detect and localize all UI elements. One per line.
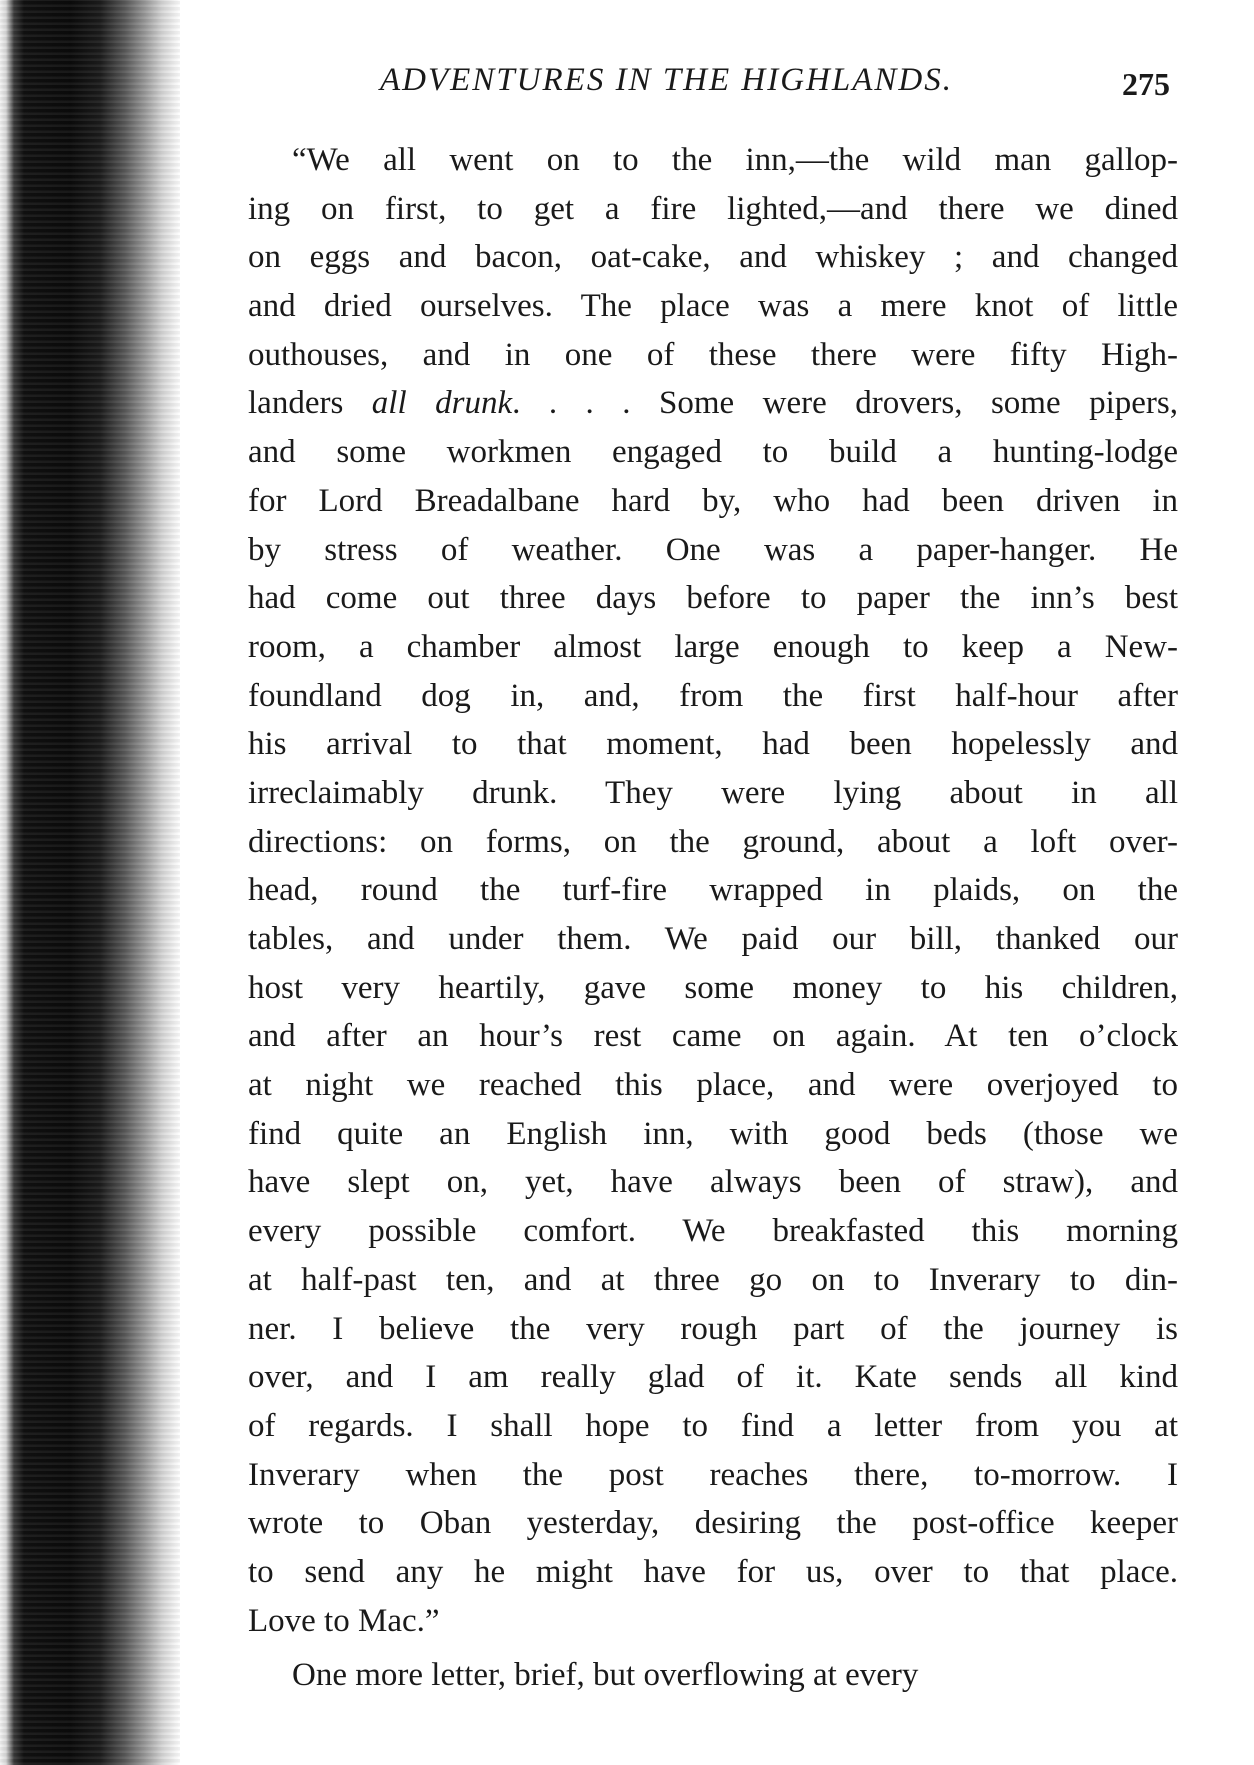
text-line: ner. I believe the very rough part of the journey is	[248, 1310, 1178, 1347]
text-line: Inverary when the post reaches there, to-morrow. I	[248, 1456, 1178, 1493]
text-line: wrote to Oban yesterday, desiring the post-office keeper	[248, 1505, 1178, 1542]
text-line: his arrival to that moment, had been hopelessly and	[248, 726, 1178, 763]
text-line: outhouses, and in one of these there were fifty High-	[248, 336, 1178, 373]
text-line: and some workmen engaged to build a hunting-lodge	[248, 434, 1178, 471]
text-line: foundland dog in, and, from the first half-hour after	[248, 677, 1178, 714]
page-header	[380, 62, 1170, 114]
text-line: irreclaimably drunk. They were lying about in all	[248, 774, 1178, 811]
text-line: had come out three days before to paper the inn’s best	[248, 580, 1178, 617]
page-number: 275	[1122, 66, 1170, 102]
text-line: ing on first, to get a fire lighted,—and there we dined	[248, 190, 1178, 227]
text-line: for Lord Breadalbane hard by, who had been driven in	[248, 482, 1178, 519]
text-line: landers all drunk. . . . Some were drovers, some pipers,	[248, 385, 1178, 422]
text-line: room, a chamber almost large enough to keep a New-	[248, 628, 1178, 665]
page-gutter-shadow	[0, 0, 180, 1765]
running-head: ADVENTURES IN THE HIGHLANDS.	[380, 62, 953, 98]
body-text	[248, 136, 1178, 1700]
text-line: of regards. I shall hope to find a letter from you at	[248, 1407, 1178, 1444]
text-line: host very heartily, gave some money to his children,	[248, 969, 1178, 1006]
text-line: Love to Mac.”	[248, 1602, 440, 1639]
text-line: head, round the turf-fire wrapped in plaids, on the	[248, 872, 1178, 909]
text-line: and dried ourselves. The place was a mere knot of little	[248, 288, 1178, 325]
text-line: to send any he might have for us, over to that place.	[248, 1553, 1178, 1590]
text-line: every possible comfort. We breakfasted this morning	[248, 1213, 1178, 1250]
text-line: directions: on forms, on the ground, about a loft over-	[248, 823, 1178, 860]
text-line: over, and I am really glad of it. Kate sends all kind	[248, 1359, 1178, 1396]
emphasis-text: all drunk	[371, 385, 513, 422]
text-line: by stress of weather. One was a paper-hanger. He	[248, 531, 1178, 568]
text-line: and after an hour’s rest came on again. At ten o’clock	[248, 1018, 1178, 1055]
text-line: at night we reached this place, and were overjoyed to	[248, 1067, 1178, 1104]
text-line: tables, and under them. We paid our bill, thanked our	[248, 921, 1178, 957]
text-line: find quite an English inn, with good beds (those we	[248, 1115, 1178, 1152]
text-line: at half-past ten, and at three go on to Inverary to din-	[248, 1261, 1178, 1298]
text-line: have slept on, yet, have always been of straw), and	[248, 1164, 1178, 1201]
paragraph-letter	[248, 136, 1178, 1645]
paragraph-continuation	[248, 1651, 1178, 1700]
text-line: One more letter, brief, but overflowing at every	[292, 1657, 919, 1694]
text-line: on eggs and bacon, oat-cake, and whiskey ; and changed	[248, 239, 1178, 276]
text-line: “We all went on to the inn,—the wild man gallop-	[292, 142, 1178, 178]
